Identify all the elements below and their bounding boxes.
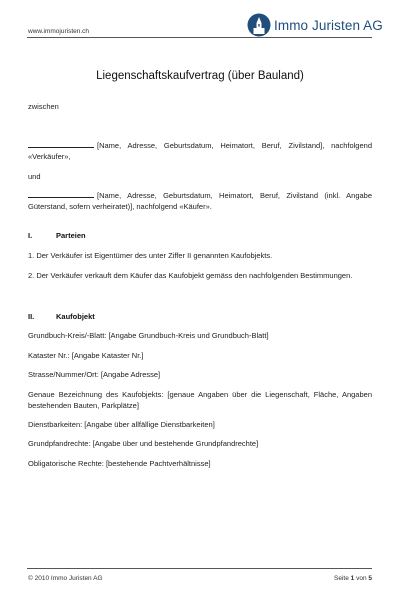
website-url: www.immojuristen.ch [28,28,90,35]
party-buyer-text: [Name, Adresse, Geburtsdatum, Heimatort, Beruf, Zivilstand (inkl. Angabe Güterstand, sofern verheiratet)], nachfolgend «Käufer». [28,191,372,211]
signature-blank-line [28,190,94,198]
footer-copyright: © 2010 Immo Juristen AG [28,575,103,582]
list-item: Strasse/Nummer/Ort: [Angabe Adresse] [28,370,161,379]
list-item: Dienstbarkeiten: [Angabe über allfällige Dienstbarkeiten] [28,420,215,429]
footer-divider [27,568,372,569]
list-item: Grundpfandrechte: [Angabe über und bestehende Grundpfandrechte] [28,439,259,448]
section-title: Parteien [56,231,86,240]
paragraph: 1. Der Verkäufer ist Eigentümer des unter Ziffer II genannten Kaufobjekts. [28,251,273,260]
party-seller [28,140,372,162]
section-title: Kaufobjekt [56,312,95,321]
list-item: Kataster Nr.: [Angabe Kataster Nr.] [28,351,144,360]
party-buyer [28,190,372,212]
page-number: Seite 1 von 5 [334,575,372,582]
section-heading-kaufobjekt [28,312,95,321]
party-seller-text: [Name, Adresse, Geburtsdatum, Heimatort, Beruf, Zivilstand], nachfolgend «Verkäufer», [28,141,372,161]
document-title: Liegenschaftskaufvertrag (über Bauland) [96,70,304,82]
between-text: zwischen [28,102,59,111]
brand-logo [247,12,383,38]
brand-name: Immo Juristen AG [274,17,383,33]
signature-blank-line [28,140,94,148]
section-heading-parteien [28,231,86,240]
house-silhouette-icon [247,13,271,37]
paragraph: 2. Der Verkäufer verkauft dem Käufer das Kaufobjekt gemäss den nachfolgenden Bestimmungen. [28,271,353,280]
section-number: I. [28,231,33,240]
list-item: Genaue Bezeichnung des Kaufobjekts: [genaue Angaben über die Liegenschaft, Fläche, Angaben bestehenden Bauten, Parkplätze] [28,390,372,410]
header-divider [27,37,372,38]
and-text: und [28,172,41,181]
section-number: II. [28,312,35,321]
list-item: Obligatorische Rechte: [bestehende Pachtverhältnisse] [28,459,211,468]
list-item: Grundbuch-Kreis/-Blatt: [Angabe Grundbuch-Kreis und Grundbuch-Blatt] [28,331,269,340]
